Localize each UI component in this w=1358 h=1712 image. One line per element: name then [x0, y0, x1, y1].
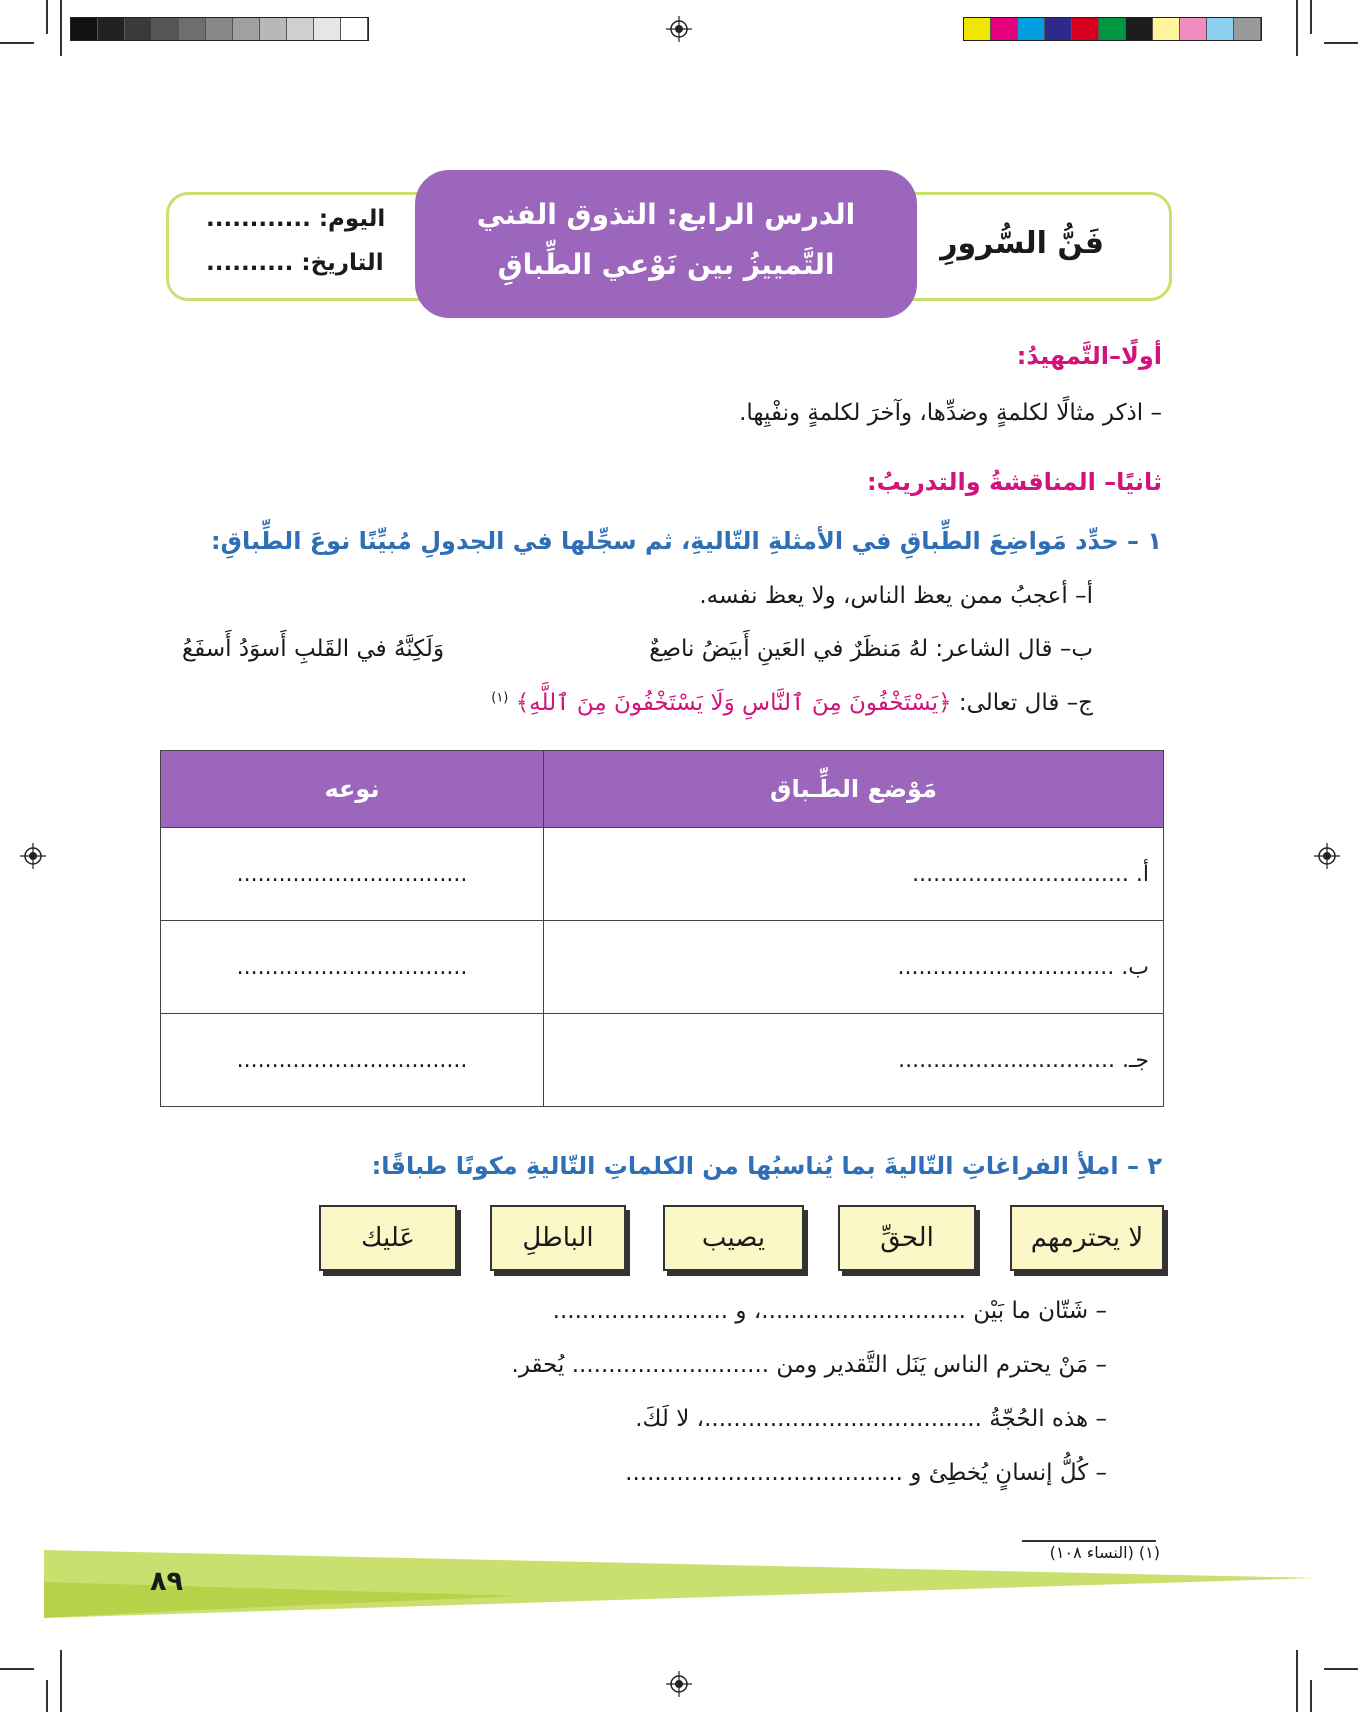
example-b-first-hemistich: ب– قال الشاعر: لهُ مَنظَرٌ في العَينِ أَبيَضُ ناصِعٌ: [649, 636, 1093, 662]
intro-text: – اذكر مثالًا لكلمةٍ وضدِّها، وآخرَ لكلمةٍ ونفْيِها.: [739, 400, 1162, 426]
crop-mark: [1324, 42, 1358, 44]
question-2: ٢ – املأِ الفراغاتِ التّاليةَ بما يُناسبُها من الكلماتِ التّاليةِ مكونًا طباقًا:: [371, 1152, 1162, 1180]
fill-blank-line: – كُلُّ إنسانٍ يُخطِئ و ......................................: [625, 1460, 1107, 1486]
color-swatch: [179, 18, 206, 40]
answer-cell[interactable]: جـ. ...............................: [544, 1014, 1164, 1107]
footnote-ref: (١): [491, 690, 509, 706]
color-swatch: [1180, 18, 1207, 40]
section-title-intro: أولًا–التَّمهيدُ:: [1016, 342, 1162, 370]
color-swatch: [964, 18, 991, 40]
answer-cell[interactable]: أ. ...............................: [544, 828, 1164, 921]
lesson-title-line2: التَّمييزُ بين نَوْعي الطِّباقِ: [497, 248, 835, 281]
column-header-type: نوعه: [161, 751, 544, 828]
unit-title: فَنُّ السُّرورِ: [940, 226, 1104, 261]
table-row: [161, 1014, 1164, 1107]
color-swatch: [991, 18, 1018, 40]
answer-cell[interactable]: .................................: [161, 921, 544, 1014]
color-swatch: [152, 18, 179, 40]
page-footer-band: [0, 1500, 1358, 1700]
crop-mark: [1296, 0, 1298, 56]
section-title-discussion: ثانيًا– المناقشةُ والتدريبُ:: [866, 468, 1162, 496]
column-header-location: مَوْضع الطِّـباق: [544, 751, 1164, 828]
color-swatch: [1099, 18, 1126, 40]
color-swatch: [1153, 18, 1180, 40]
color-swatch: [1234, 18, 1261, 40]
question-1: ١ – حدِّد مَواضِعَ الطِّباقِ في الأمثلةِ التّاليةِ، ثم سجِّلها في الجدولِ مُبيِّنًا نوعَ الطِّباقِ:: [210, 527, 1162, 555]
color-swatch: [1126, 18, 1153, 40]
color-swatch: [125, 18, 152, 40]
table-row: [161, 828, 1164, 921]
footnote: (١) (النساء ١٠٨): [1049, 1543, 1160, 1562]
color-swatch: [1207, 18, 1234, 40]
registration-mark-icon: [666, 16, 692, 42]
example-b-second-hemistich: وَلَكِنَّهُ في القَلبِ أَسوَدُ أَسفَعُ: [182, 636, 445, 662]
example-a: أ– أعجبُ ممن يعظ الناس، ولا يعظ نفسه.: [699, 583, 1093, 609]
crop-mark: [60, 0, 62, 56]
example-c-intro: ج– قال تعالى:: [951, 690, 1093, 716]
color-swatch: [1072, 18, 1099, 40]
crop-mark: [46, 0, 48, 34]
fill-blank-line: – شَتّان ما بَيْن ............................، و ........................: [552, 1298, 1107, 1324]
page-number: ٨٩: [150, 1566, 183, 1597]
lesson-title-line1: الدرس الرابع: التذوق الفني: [476, 198, 856, 231]
gray-color-bar: [70, 17, 369, 41]
color-swatch: [341, 18, 368, 40]
table-row: [161, 921, 1164, 1014]
fill-blank-line: – هذه الحُجّةُ ......................................، لا لَكَ.: [635, 1406, 1107, 1432]
cmyk-color-bar: [963, 17, 1262, 41]
crop-mark: [1310, 0, 1312, 34]
lesson-title-pill: [415, 170, 917, 318]
answer-cell[interactable]: ب. ...............................: [544, 921, 1164, 1014]
crop-mark: [0, 42, 34, 44]
tibaq-table: [160, 750, 1164, 1107]
word-box[interactable]: عَليك: [319, 1205, 457, 1271]
color-swatch: [287, 18, 314, 40]
color-swatch: [314, 18, 341, 40]
date-field: التاريخ: ..........: [206, 250, 384, 276]
color-swatch: [1018, 18, 1045, 40]
word-box[interactable]: لا يحترمهم: [1010, 1205, 1164, 1271]
color-swatch: [260, 18, 287, 40]
color-swatch: [1045, 18, 1072, 40]
word-box[interactable]: الحقِّ: [838, 1205, 976, 1271]
answer-cell[interactable]: .................................: [161, 1014, 544, 1107]
registration-mark-icon: [20, 843, 46, 869]
registration-mark-icon: [1314, 843, 1340, 869]
word-box[interactable]: يصيب: [663, 1205, 804, 1271]
color-swatch: [206, 18, 233, 40]
day-field: اليوم: ............: [206, 206, 386, 232]
color-swatch: [233, 18, 260, 40]
color-swatch: [71, 18, 98, 40]
quran-verse: ﴿يَسْتَخْفُونَ مِنَ ٱلنَّاسِ وَلَا يَسْتَخْفُونَ مِنَ ٱللَّهِ﴾: [515, 690, 952, 716]
word-box[interactable]: الباطلِ: [490, 1205, 626, 1271]
fill-blank-line: – مَنْ يحترم الناس يَنَل التَّقدير ومن ........................... يُحقر.: [511, 1352, 1107, 1378]
answer-cell[interactable]: .................................: [161, 828, 544, 921]
color-swatch: [98, 18, 125, 40]
example-c: [491, 690, 1093, 716]
